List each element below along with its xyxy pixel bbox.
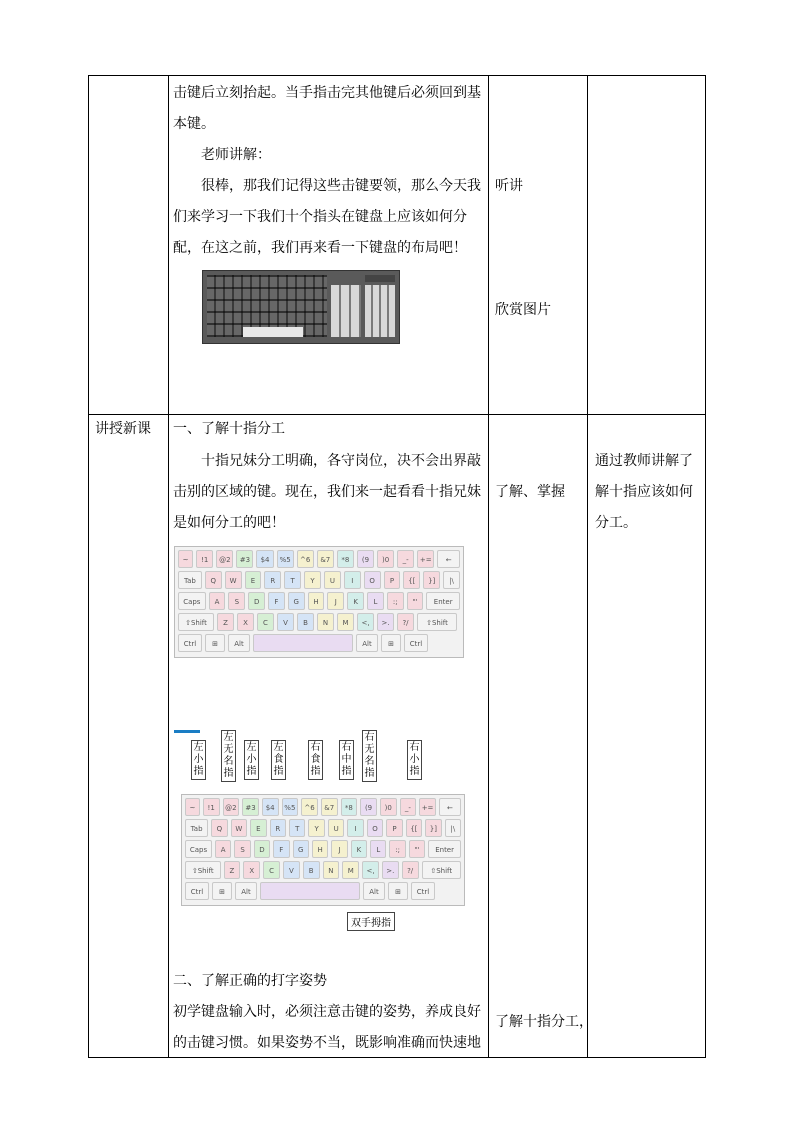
- student-activity: 欣赏图片: [495, 302, 551, 318]
- keyboard-key: S: [234, 840, 250, 858]
- paragraph-line: 配，在这之前，我们再来看一下键盘的布局吧！: [173, 240, 467, 256]
- keyboard-key: :;: [389, 840, 405, 858]
- keyboard-key: V: [277, 613, 294, 631]
- keyboard-key: }]: [425, 819, 441, 837]
- keyboard-key: E: [250, 819, 266, 837]
- keyboard-key: #3: [236, 550, 253, 568]
- keyboard-key: Alt: [363, 882, 385, 900]
- keyboard-key: H: [308, 592, 325, 610]
- keyboard-key: )0: [380, 798, 397, 816]
- finger-label: 左小指: [191, 740, 206, 780]
- keyboard-key: }]: [423, 571, 440, 589]
- section-title: 一、了解十指分工: [173, 421, 285, 437]
- keyboard-key: ?/: [402, 861, 419, 879]
- keyboard-key: ⊞: [205, 634, 225, 652]
- keyboard-key: !1: [196, 550, 213, 568]
- keyboard-key: M: [342, 861, 359, 879]
- keyboard-layout-image: [202, 270, 400, 344]
- keyboard-key: %5: [282, 798, 299, 816]
- keyboard-key: ^6: [297, 550, 314, 568]
- keyboard-key: T: [289, 819, 305, 837]
- keyboard-key: >.: [377, 613, 394, 631]
- paragraph-line: 是如何分工的吧！: [173, 515, 285, 531]
- column-divider: [587, 76, 588, 1057]
- keyboard-key: ⇧Shift: [422, 861, 461, 879]
- column-divider: [168, 76, 169, 1057]
- keyboard-key: Enter: [426, 592, 460, 610]
- keyboard-key: *8: [337, 550, 354, 568]
- keyboard-key: Ctrl: [178, 634, 202, 652]
- student-activity: 了解十指分工，: [495, 1014, 593, 1030]
- keyboard-key: U: [324, 571, 341, 589]
- keyboard-key: {[: [406, 819, 422, 837]
- keyboard-key: Q: [205, 571, 222, 589]
- keyboard-key: D: [254, 840, 270, 858]
- keyboard-key: ^6: [301, 798, 318, 816]
- keyboard-key: I: [344, 571, 361, 589]
- lesson-plan-table: [88, 75, 706, 1058]
- keyboard-key: &7: [317, 550, 334, 568]
- keyboard-key: R: [264, 571, 281, 589]
- paragraph-line: 击键后立刻抬起。当手指击完其他键后必须回到基: [173, 85, 481, 101]
- keyboard-key: |\: [443, 571, 460, 589]
- keyboard-key: N: [323, 861, 340, 879]
- finger-keyboard-image: [181, 794, 465, 906]
- keyboard-key: Ctrl: [185, 882, 209, 900]
- keyboard-key: &7: [321, 798, 338, 816]
- keyboard-key: A: [215, 840, 231, 858]
- keyboard-key: V: [283, 861, 300, 879]
- paragraph-line: 很棒，那我们记得这些击键要领，那么今天我: [201, 178, 481, 194]
- paragraph-line: 击别的区域的键。现在，我们来一起看看十指兄妹: [173, 484, 481, 500]
- keyboard-key: %5: [277, 550, 294, 568]
- keyboard-key: {[: [403, 571, 420, 589]
- keyboard-key: F: [273, 840, 289, 858]
- keyboard-key: ⇧Shift: [185, 861, 221, 879]
- keyboard-key: Alt: [228, 634, 250, 652]
- keyboard-key: ←: [439, 798, 461, 816]
- column-divider: [488, 76, 489, 1057]
- keyboard-key: A: [209, 592, 226, 610]
- keyboard-key: H: [312, 840, 328, 858]
- keyboard-key: E: [245, 571, 262, 589]
- keyboard-key: :;: [387, 592, 404, 610]
- design-purpose: 通过教师讲解了: [595, 453, 693, 469]
- paragraph-line: 本键。: [173, 116, 215, 132]
- keyboard-key: N: [317, 613, 334, 631]
- keyboard-key: X: [237, 613, 254, 631]
- keyboard-key: "': [409, 840, 425, 858]
- keyboard-key: X: [243, 861, 260, 879]
- student-activity: 了解、掌握: [495, 484, 565, 500]
- finger-label: 左食指: [271, 740, 286, 780]
- keyboard-key: _-: [397, 550, 414, 568]
- keyboard-key: "': [407, 592, 424, 610]
- keyboard-key: @2: [223, 798, 240, 816]
- keyboard-key: C: [257, 613, 274, 631]
- keyboard-key: (9: [357, 550, 374, 568]
- finger-label: 左无名指: [221, 730, 236, 782]
- keyboard-key: K: [347, 592, 364, 610]
- color-keyboard-image: [174, 546, 464, 658]
- keyboard-key: <,: [357, 613, 374, 631]
- keyboard-key: P: [384, 571, 401, 589]
- finger-label: 右无名指: [362, 730, 377, 782]
- student-activity: 听讲: [495, 178, 523, 194]
- keyboard-key: +=: [417, 550, 434, 568]
- keyboard-key: ⊞: [388, 882, 408, 900]
- keyboard-key: #3: [242, 798, 259, 816]
- keyboard-key: O: [367, 819, 383, 837]
- keyboard-key: ?/: [397, 613, 414, 631]
- keyboard-key: [253, 634, 353, 652]
- finger-label: 右食指: [308, 740, 323, 780]
- keyboard-key: >.: [382, 861, 399, 879]
- keyboard-key: Ctrl: [411, 882, 435, 900]
- keyboard-key: Z: [217, 613, 234, 631]
- keyboard-key: $4: [262, 798, 279, 816]
- keyboard-key: Alt: [356, 634, 378, 652]
- keyboard-key: M: [337, 613, 354, 631]
- keyboard-key: I: [347, 819, 363, 837]
- keyboard-key: ←: [437, 550, 460, 568]
- keyboard-key: S: [228, 592, 245, 610]
- keyboard-key: L: [370, 840, 386, 858]
- keyboard-key: *8: [341, 798, 358, 816]
- keyboard-key: F: [268, 592, 285, 610]
- keyboard-key: L: [367, 592, 384, 610]
- section-title: 二、了解正确的打字姿势: [173, 973, 327, 989]
- stage-label: 讲授新课: [95, 421, 151, 437]
- paragraph-line: 们来学习一下我们十个指头在键盘上应该如何分: [173, 209, 467, 225]
- keyboard-key: <,: [362, 861, 379, 879]
- keyboard-key: Caps: [185, 840, 212, 858]
- keyboard-key: Y: [308, 819, 324, 837]
- keyboard-key: ~: [178, 550, 193, 568]
- keyboard-key: Q: [211, 819, 227, 837]
- thumb-label: 双手拇指: [347, 912, 395, 931]
- keyboard-key: Y: [304, 571, 321, 589]
- keyboard-key: Ctrl: [404, 634, 428, 652]
- paragraph-line: 十指兄妹分工明确，各守岗位，决不会出界敲: [201, 453, 481, 469]
- keyboard-key: K: [351, 840, 367, 858]
- teacher-label: 老师讲解：: [201, 147, 271, 163]
- accent-line: [174, 730, 200, 733]
- paragraph-line: 的击键习惯。如果姿势不当，既影响准确而快速地: [173, 1035, 481, 1051]
- keyboard-key: Enter: [428, 840, 461, 858]
- keyboard-key: ⇧Shift: [417, 613, 457, 631]
- keyboard-key: B: [303, 861, 320, 879]
- keyboard-key: W: [225, 571, 242, 589]
- keyboard-key: P: [386, 819, 402, 837]
- keyboard-key: D: [248, 592, 265, 610]
- keyboard-key: @2: [216, 550, 233, 568]
- keyboard-key: $4: [256, 550, 273, 568]
- keyboard-key: Alt: [235, 882, 257, 900]
- keyboard-key: _-: [400, 798, 417, 816]
- paragraph-line: 初学键盘输入时，必须注意击键的姿势，养成良好: [173, 1004, 481, 1020]
- design-purpose: 分工。: [595, 515, 637, 531]
- keyboard-key: U: [328, 819, 344, 837]
- finger-label: 右中指: [339, 740, 354, 780]
- keyboard-key: Caps: [178, 592, 206, 610]
- keyboard-key: )0: [377, 550, 394, 568]
- keyboard-key: W: [231, 819, 247, 837]
- keyboard-key: T: [284, 571, 301, 589]
- keyboard-key: B: [297, 613, 314, 631]
- keyboard-key: (9: [360, 798, 377, 816]
- keyboard-key: ⇧Shift: [178, 613, 214, 631]
- finger-label: 左小指: [244, 740, 259, 780]
- keyboard-key: +=: [419, 798, 436, 816]
- keyboard-key: O: [364, 571, 381, 589]
- keyboard-key: Tab: [178, 571, 202, 589]
- keyboard-key: G: [288, 592, 305, 610]
- design-purpose: 解十指应该如何: [595, 484, 693, 500]
- keyboard-key: [260, 882, 360, 900]
- keyboard-key: R: [270, 819, 286, 837]
- keyboard-key: C: [263, 861, 280, 879]
- keyboard-key: J: [327, 592, 344, 610]
- keyboard-key: G: [293, 840, 309, 858]
- keyboard-key: !1: [203, 798, 220, 816]
- keyboard-key: ⊞: [212, 882, 232, 900]
- keyboard-key: Z: [224, 861, 241, 879]
- keyboard-key: ⊞: [381, 634, 401, 652]
- finger-label: 右小指: [407, 740, 422, 780]
- keyboard-key: |\: [445, 819, 461, 837]
- keyboard-key: J: [331, 840, 347, 858]
- keyboard-key: ~: [185, 798, 200, 816]
- keyboard-key: Tab: [185, 819, 208, 837]
